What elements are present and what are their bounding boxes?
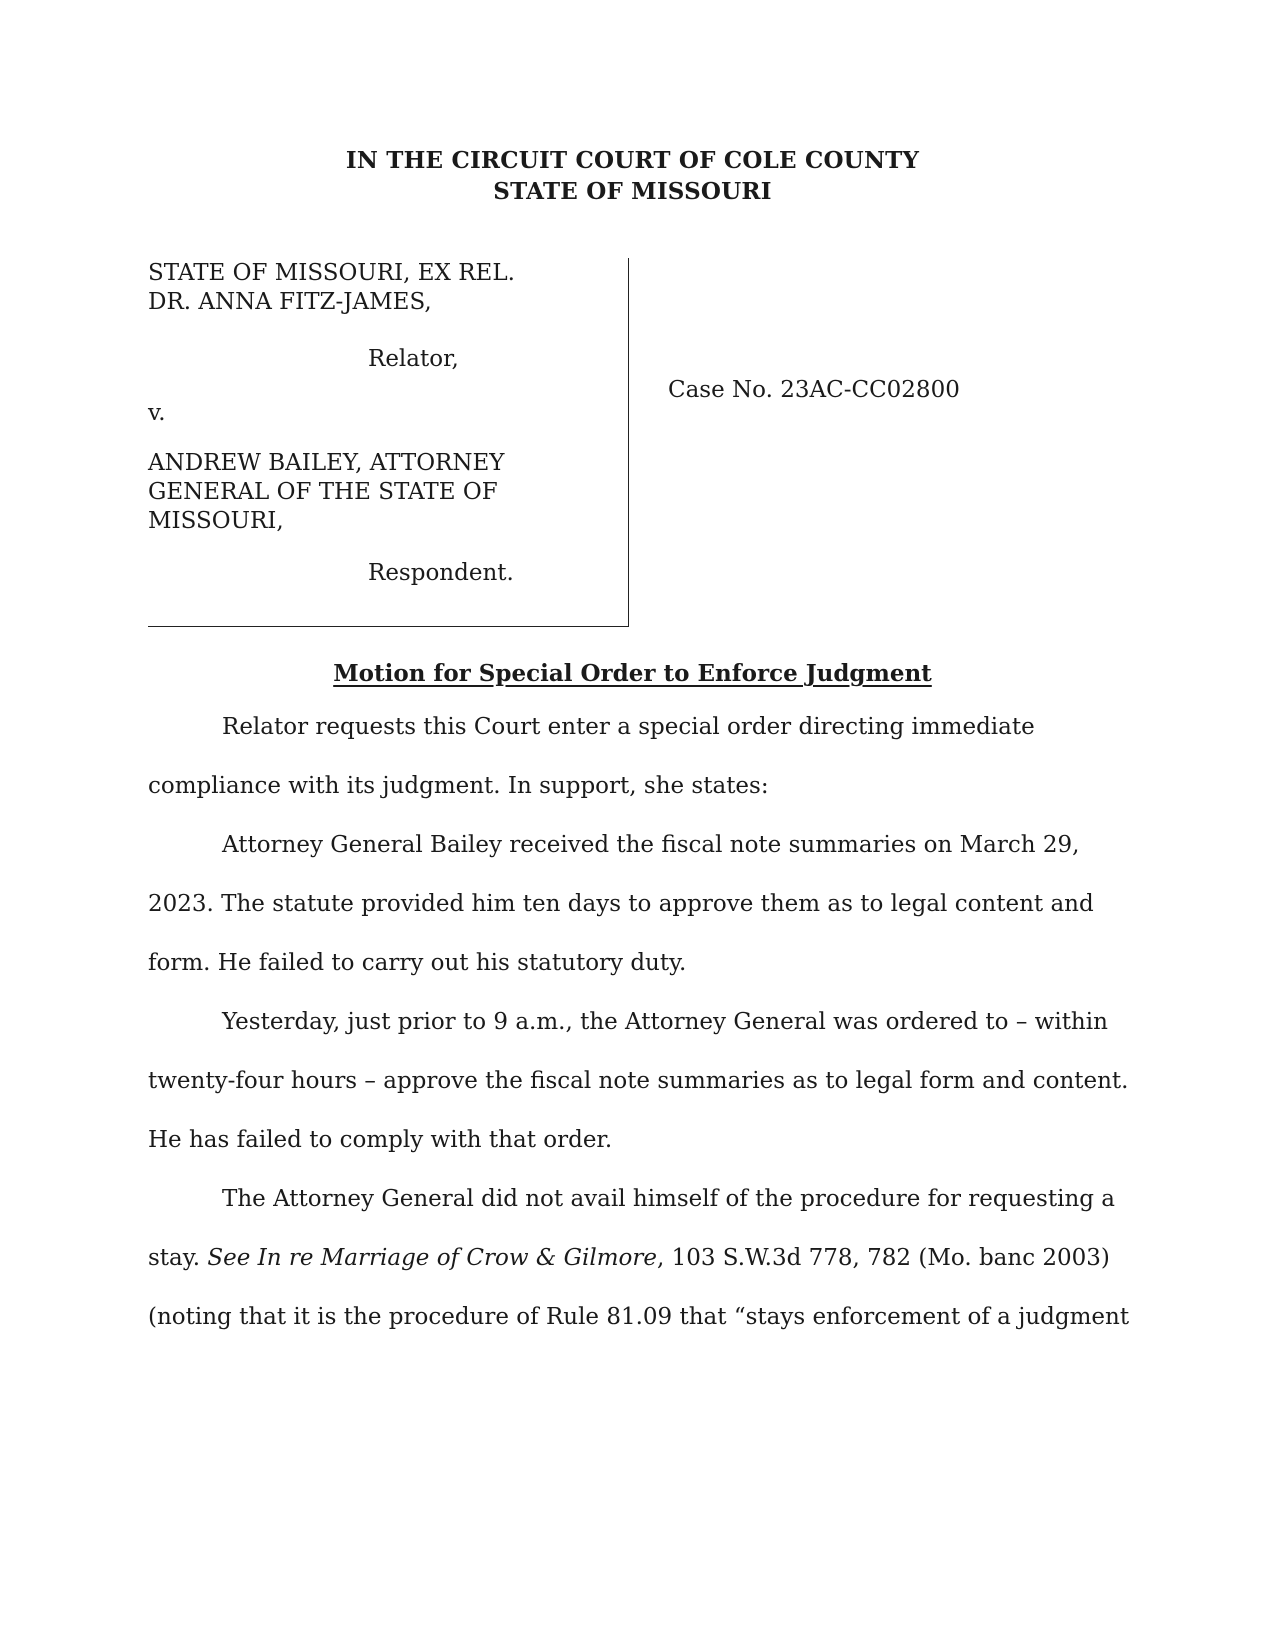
- court-heading: [0, 145, 1265, 207]
- court-heading-line1: IN THE CIRCUIT COURT OF COLE COUNTY: [345, 147, 920, 174]
- relator-label: Relator,: [368, 346, 459, 372]
- paragraph-3-line-1: Yesterday, just prior to 9 a.m., the Attorney General was ordered to – within: [222, 1009, 1108, 1035]
- paragraph-2-line-3: form. He failed to carry out his statutory duty.: [148, 950, 687, 976]
- versus-label: v.: [148, 400, 166, 426]
- paragraph-4-line-3: (noting that it is the procedure of Rule 81.09 that “stays enforcement of a judgment: [148, 1304, 1130, 1330]
- paragraph-4-line-2-lead: stay.: [148, 1245, 208, 1271]
- respondent-label: Respondent.: [368, 560, 514, 586]
- case-citation-italic: See In re Marriage of Crow & Gilmore: [207, 1245, 657, 1271]
- paragraph-1-line-1: Relator requests this Court enter a special order directing immediate: [222, 714, 1035, 740]
- relator-name-line1: STATE OF MISSOURI, EX REL.: [148, 260, 515, 286]
- respondent-name-line1: ANDREW BAILEY, ATTORNEY: [148, 450, 505, 476]
- paragraph-4-line-2-tail: , 103 S.W.3d 778, 782 (Mo. banc 2003): [656, 1245, 1110, 1271]
- paragraph-3-line-2: twenty-four hours – approve the fiscal note summaries as to legal form and content.: [148, 1068, 1129, 1094]
- paragraph-4-line-2: [148, 1243, 1110, 1273]
- relator-name-line2: DR. ANNA FITZ-JAMES,: [148, 289, 432, 315]
- paragraph-2-line-2: 2023. The statute provided him ten days to approve them as to legal content and: [148, 891, 1094, 917]
- respondent-name-line3: MISSOURI,: [148, 508, 284, 534]
- respondent-name-line2: GENERAL OF THE STATE OF: [148, 479, 498, 505]
- paragraph-2-line-1: Attorney General Bailey received the fiscal note summaries on March 29,: [222, 832, 1080, 858]
- paragraph-3-line-3: He has failed to comply with that order.: [148, 1127, 613, 1153]
- court-heading-line2: STATE OF MISSOURI: [493, 178, 772, 205]
- case-caption-parties: [148, 258, 629, 627]
- case-number: Case No. 23AC-CC02800: [668, 377, 960, 403]
- motion-title: Motion for Special Order to Enforce Judgment: [333, 660, 932, 687]
- paragraph-1-line-2: compliance with its judgment. In support, she states:: [148, 773, 769, 799]
- paragraph-4-line-1: The Attorney General did not avail himself of the procedure for requesting a: [222, 1186, 1116, 1212]
